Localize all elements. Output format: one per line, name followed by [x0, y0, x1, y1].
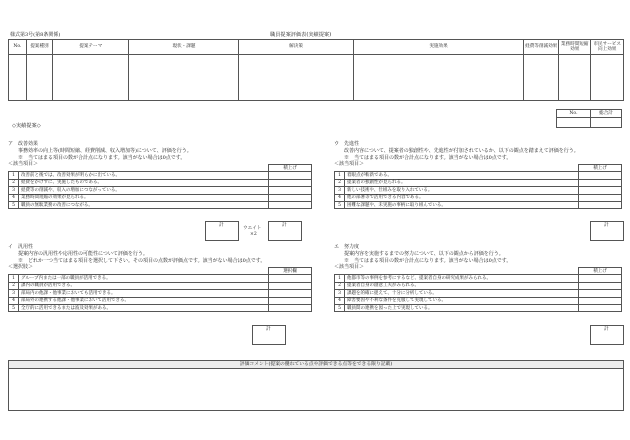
col-effect: 実施効果	[353, 40, 524, 55]
section-a-total-box[interactable]	[205, 221, 239, 241]
table-row: 2 経費をかけずに、実施したものである。	[9, 179, 312, 186]
section-a-desc: 事務効率の向上等(時間短縮、経費削減、収入増加等)について、評価を行う。	[18, 147, 192, 154]
check-cell[interactable]	[579, 297, 622, 304]
table-row: 1 他都市等の事例を参考にするなど、提案者自身の研究成果がみられる。	[335, 275, 622, 282]
table-row: 2 提案者の独創性が見られる。	[335, 179, 622, 186]
section-a-list-label: ＜該当項目＞	[8, 161, 39, 168]
cell-service[interactable]	[591, 55, 624, 101]
section-d-title: エ 努力度	[334, 244, 360, 250]
section-a-note: ※ 当てはまる項目の数が合計点になります。該当がない場合は0点です。	[18, 154, 186, 161]
table-row: 4 業務時間短縮の効果が見られる。	[9, 194, 312, 201]
section-title: ◇実績提案◇	[12, 123, 41, 129]
section-a-total-label: 計	[219, 223, 224, 228]
proposal-table	[8, 39, 624, 101]
table-row: 2 提案者自身の創意工夫がみられる。	[335, 282, 622, 289]
section-d-note: ※ 当てはまる項目の数が合計点になります。該当がない場合は0点です。	[344, 257, 512, 264]
section-c-total-box[interactable]	[252, 325, 286, 345]
section-b-title: ウ 先進性	[334, 141, 360, 147]
table-row: 3 経費等の削減や、収入の増加につながっている。	[9, 187, 312, 194]
table-row: 1 改善前と後では、改善効果が明らかに出ている。	[9, 172, 312, 179]
check-cell[interactable]	[269, 290, 312, 297]
section-b-note: ※ 当てはまる項目の数が合計点になります。該当がない場合は0点です。	[344, 154, 512, 161]
check-cell[interactable]	[269, 179, 312, 186]
section-d-total-box[interactable]	[590, 325, 624, 345]
table-row: 5 困難な課題や、未実施の事柄に取り組んでいる。	[335, 201, 622, 208]
check-cell[interactable]	[269, 282, 312, 289]
check-cell[interactable]	[579, 179, 622, 186]
section-c-total-label: 計	[266, 327, 271, 332]
col-theme: 提案テーマ	[52, 40, 128, 55]
comment-label: 評価コメント(提案の優れている点や評価できる点等をできる限り記載)	[9, 361, 624, 369]
section-d-table	[334, 264, 622, 312]
table-row: 5 職員の無駄業務の改善につながる。	[9, 201, 312, 208]
table-row: 4 部局外の連携する他課・他事業において活用できる。	[9, 297, 312, 304]
score-total-label: 総合計	[591, 110, 622, 118]
check-cell[interactable]	[269, 275, 312, 282]
check-cell[interactable]	[269, 172, 312, 179]
score-total-value[interactable]	[591, 118, 622, 128]
section-a-title: ア 改善効果	[8, 141, 39, 147]
cell-type[interactable]	[26, 55, 52, 101]
check-cell[interactable]	[269, 297, 312, 304]
check-cell[interactable]	[579, 290, 622, 297]
section-d-total-label: 計	[604, 327, 609, 332]
cell-no[interactable]	[9, 55, 27, 101]
section-a-check-header: 積上げ	[269, 165, 312, 172]
weighted-total-box[interactable]	[268, 221, 302, 241]
col-issue: 現状・課題	[129, 40, 239, 55]
score-no-value[interactable]	[557, 118, 591, 128]
cell-issue[interactable]	[129, 55, 239, 101]
table-row: 1 着眼点が斬新である。	[335, 172, 622, 179]
col-solution: 解決策	[239, 40, 353, 55]
section-b-list-label: ＜該当項目＞	[334, 161, 365, 168]
section-c-desc: 提案内容の汎用性や応用性の可能性について評価を行う。	[18, 250, 148, 257]
weight-label: ウエイト	[243, 226, 262, 231]
score-box	[556, 109, 622, 128]
check-cell[interactable]	[269, 304, 312, 311]
col-time: 業務時間短縮効果	[558, 40, 590, 55]
table-row: 4 障害要因や不利な条件を克服して実現している。	[335, 297, 622, 304]
table-row: 3 部局内の他課・他事業においても活用できる。	[9, 290, 312, 297]
section-c-check-header: 選択欄	[269, 268, 312, 275]
section-d-list-label: ＜該当項目＞	[334, 264, 365, 271]
table-row: 4 他の部署等で活用できる内容である。	[335, 194, 622, 201]
cell-time[interactable]	[558, 55, 590, 101]
table-row: 3 新しい技術や、仕組みを取り入れている。	[335, 187, 622, 194]
section-c-list-label: ＜選択肢＞	[8, 264, 34, 271]
weighted-total-label: 計	[282, 223, 287, 228]
comment-table	[8, 360, 624, 411]
table-row: 1 グループ内または一部の職員が活用できる。	[9, 275, 312, 282]
cell-effect[interactable]	[353, 55, 524, 101]
cell-cost[interactable]	[524, 55, 559, 101]
col-cost: 経費等削減効果	[524, 40, 559, 55]
section-c-note: ※ どれか一つ当てはまる項目を選択して下さい。その項目の点数が評価点です。該当がない場合は0点です。	[18, 257, 266, 264]
col-service: 市民サービス向上効果	[591, 40, 624, 55]
check-cell[interactable]	[579, 194, 622, 201]
section-b-check-header: 積上げ	[579, 165, 622, 172]
page-title: 職員提案評価表(実績提案)	[270, 32, 332, 38]
table-row: 2 課内の職員が活用できる。	[9, 282, 312, 289]
section-c-title: イ 汎用性	[8, 244, 34, 250]
section-b-total-box[interactable]	[590, 221, 624, 241]
check-cell[interactable]	[269, 187, 312, 194]
cell-theme[interactable]	[52, 55, 128, 101]
section-d-check-header: 積上げ	[579, 268, 622, 275]
section-c-table	[8, 264, 312, 312]
comment-area[interactable]	[9, 369, 624, 411]
col-type: 提案種別	[26, 40, 52, 55]
section-a-table	[8, 161, 312, 209]
section-b-table	[334, 161, 622, 209]
check-cell[interactable]	[579, 201, 622, 208]
form-number: 様式第3号(第8条関係)	[10, 32, 61, 38]
check-cell[interactable]	[579, 187, 622, 194]
col-no: No.	[9, 40, 27, 55]
table-row: 5 全庁的に活用できるまたは波及効果がある。	[9, 304, 312, 311]
cell-solution[interactable]	[239, 55, 353, 101]
check-cell[interactable]	[269, 194, 312, 201]
table-row: 5 職員間の連携を図った上で実現している。	[335, 304, 622, 311]
check-cell[interactable]	[579, 172, 622, 179]
check-cell[interactable]	[579, 275, 622, 282]
section-b-desc: 改善内容について、提案者の独創性や、先進性が付加されているか、以下の観点を踏まえて評価を行う。	[344, 147, 579, 154]
weight-factor: ×2	[250, 232, 257, 237]
section-b-total-label: 計	[604, 223, 609, 228]
check-cell[interactable]	[579, 282, 622, 289]
check-cell[interactable]	[579, 304, 622, 311]
check-cell[interactable]	[269, 201, 312, 208]
section-d-desc: 提案内容を実施するまでの努力について、以下の観点から評価を行う。	[344, 250, 504, 257]
table-row: 3 課題を的確に捉えて、十分に分析している。	[335, 290, 622, 297]
score-no-label: No.	[557, 110, 591, 118]
